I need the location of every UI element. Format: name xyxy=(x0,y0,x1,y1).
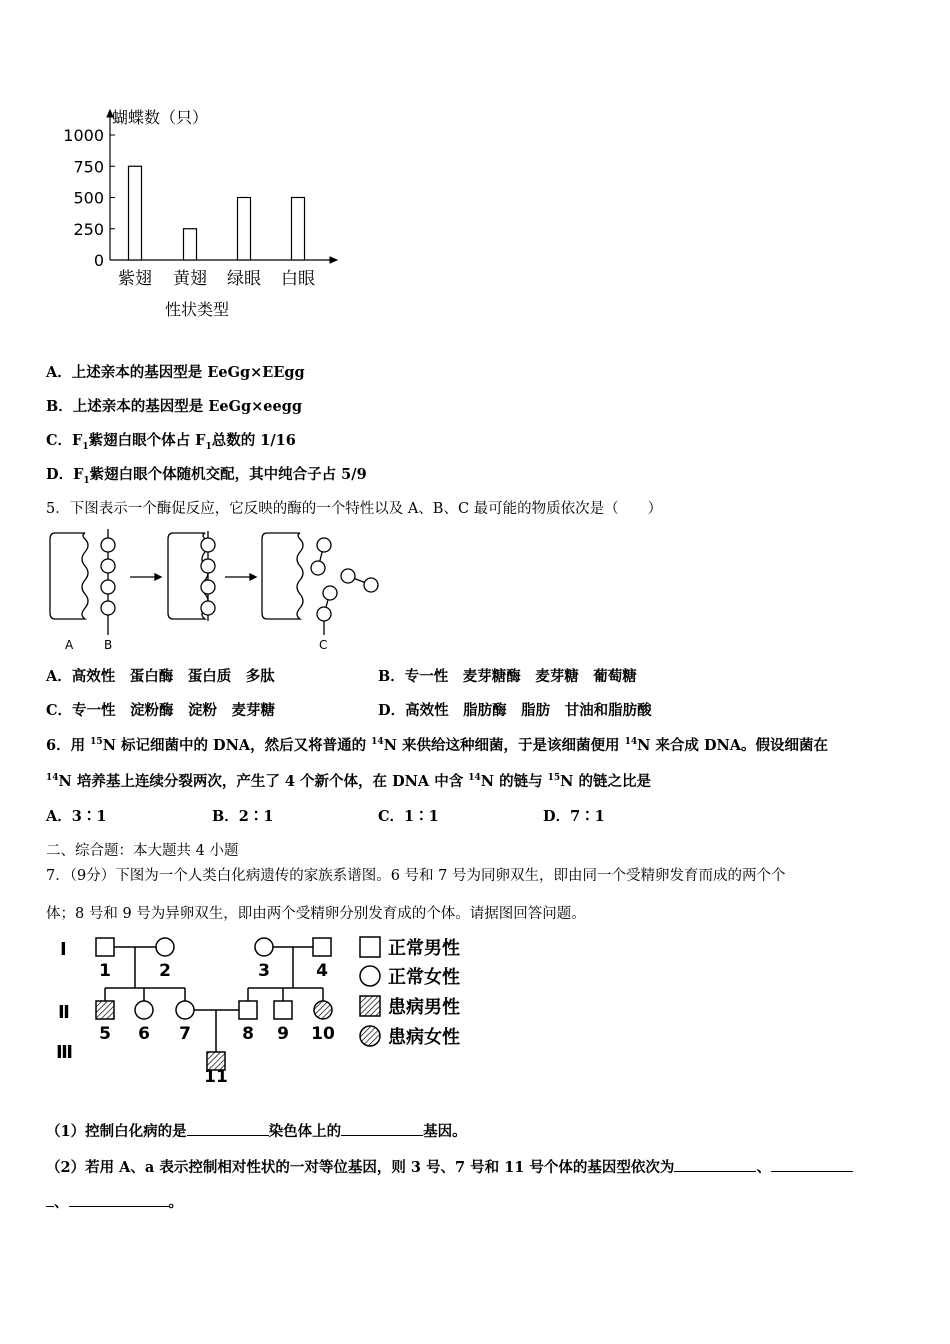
generation-label-1: Ⅰ xyxy=(60,939,67,960)
individual-8 xyxy=(239,1001,257,1019)
enzyme-released xyxy=(262,533,303,619)
y-tick-label-2: 500 xyxy=(73,188,104,208)
bar-1 xyxy=(184,229,197,260)
q5-stem: 5．下图表示一个酶促反应，它反映的酶的一个特性以及 A、B、C 最可能的物质依次是（ ） xyxy=(46,501,663,517)
number-5: 5 xyxy=(99,1024,111,1044)
bar-3 xyxy=(292,198,305,261)
q4-option-b: B．上述亲本的基因型是 EeGg×eegg xyxy=(46,398,302,415)
legend-affected-male-icon xyxy=(360,996,380,1016)
individual-6 xyxy=(135,1001,153,1019)
y-tick-label-0: 0 xyxy=(93,251,104,270)
legend-normal-male-icon xyxy=(360,937,380,957)
legend-normal-female: 正常女性 xyxy=(388,967,460,988)
q6-option-b: B．2∶1 xyxy=(212,808,274,825)
q7-stem-line1: 7．（9分）下图为一个人类白化病遗传的家族系谱图。6 号和 7 号为同卵双生，即由同一个受精卵发育而成的两个个 xyxy=(46,868,786,884)
q4-option-d: D．$F_1$紫翅白眼个体随机交配，其中纯合子占 5/9 xyxy=(46,466,367,486)
label-b: B xyxy=(104,638,113,652)
x-axis-arrow xyxy=(330,257,337,263)
answer-blank-2[interactable] xyxy=(341,1121,423,1136)
number-7: 7 xyxy=(179,1024,191,1044)
answer-blank-1[interactable] xyxy=(187,1121,269,1136)
q6-stem-line1: 6．用 $^{15}$N 标记细菌中的 DNA，然后又将普通的 $^{14}$N 来供给这种细菌，于是该细菌便用 $^{14}$N 来合成 DNA。假设细菌在 xyxy=(46,737,829,754)
bar-0 xyxy=(129,166,142,260)
q6-option-d: D．7∶1 xyxy=(543,808,605,825)
legend-normal-female-icon xyxy=(360,966,380,986)
category-label-1: 黄翅 xyxy=(173,269,207,289)
category-label-0: 紫翅 xyxy=(118,269,152,289)
q5-option-a: A．高效性 蛋白酶 蛋白质 多肽 xyxy=(46,668,275,685)
q6-option-c: C．1∶1 xyxy=(378,808,439,825)
butterfly-bar-chart xyxy=(50,100,350,330)
individual-5 xyxy=(96,1001,114,1019)
y-tick-label-4: 1000 xyxy=(63,126,104,145)
category-label-2: 绿眼 xyxy=(227,269,261,289)
label-a: A xyxy=(65,638,74,652)
number-11: 11 xyxy=(204,1067,228,1087)
section-2-heading: 二、综合题：本大题共 4 小题 xyxy=(46,843,239,859)
answer-blank-5[interactable] xyxy=(46,1192,54,1207)
individual-4 xyxy=(313,938,331,956)
number-6: 6 xyxy=(138,1024,150,1044)
q7-stem-line2: 体；8 号和 9 号为异卵双生，即由两个受精卵分别发育成的个体。请据图回答问题。 xyxy=(46,906,586,922)
y-tick-label-3: 750 xyxy=(73,157,104,177)
individual-1 xyxy=(96,938,114,956)
q4-option-a: A．上述亲本的基因型是 EeGg×EEgg xyxy=(46,364,305,381)
number-4: 4 xyxy=(316,961,328,981)
legend-affected-female-icon xyxy=(360,1026,380,1046)
bar-2 xyxy=(238,198,251,261)
legend-normal-male: 正常男性 xyxy=(388,938,460,959)
q7-sub2-line1: （2）若用 A、a 表示控制相对性状的一对等位基因，则 3 号、7 号和 11 号个体的基因型依次为 、 xyxy=(46,1156,853,1177)
number-3: 3 xyxy=(258,961,270,981)
y-tick-label-1: 250 xyxy=(73,219,104,239)
legend-affected-male: 患病男性 xyxy=(388,997,460,1018)
legend-affected-female: 患病女性 xyxy=(388,1027,460,1048)
q5-option-d: D．高效性 脂肪酶 脂肪 甘油和脂肪酸 xyxy=(378,702,652,719)
q6-option-a: A．3∶1 xyxy=(46,808,107,825)
answer-blank-4[interactable] xyxy=(771,1157,853,1172)
chart-ylabel: 蝴蝶数（只） xyxy=(112,108,209,127)
number-9: 9 xyxy=(277,1024,289,1044)
chart-xlabel: 性状类型 xyxy=(165,300,230,319)
enzyme-a xyxy=(50,533,88,619)
answer-blank-6[interactable] xyxy=(69,1192,169,1207)
enzyme-reaction-diagram xyxy=(45,525,390,655)
q7-sub1: （1）控制白化病的是 染色体上的 基因。 xyxy=(46,1123,467,1140)
category-label-3: 白眼 xyxy=(281,269,315,289)
q4-option-c: C．$F_1$紫翅白眼个体占 $F_1$总数的 1/16 xyxy=(46,432,296,452)
individual-10 xyxy=(314,1001,332,1019)
number-2: 2 xyxy=(159,961,171,981)
q5-option-c: C．专一性 淀粉酶 淀粉 麦芽糖 xyxy=(46,702,276,719)
number-10: 10 xyxy=(311,1024,335,1044)
individual-3 xyxy=(255,938,273,956)
number-1: 1 xyxy=(99,961,111,981)
answer-blank-3[interactable] xyxy=(674,1157,756,1172)
q6-stem-line2: $^{14}$N 培养基上连续分裂两次，产生了 4 个新个体，在 DNA 中含 $^{14}$N 的链与 $^{15}$N 的链之比是 xyxy=(46,773,651,790)
individual-7 xyxy=(176,1001,194,1019)
individual-2 xyxy=(156,938,174,956)
individual-9 xyxy=(274,1001,292,1019)
generation-label-2: Ⅱ xyxy=(58,1002,70,1023)
q7-sub2-line2: 、 。 xyxy=(46,1191,183,1212)
label-c: C xyxy=(319,638,328,652)
generation-label-3: Ⅲ xyxy=(56,1042,74,1063)
number-8: 8 xyxy=(242,1024,254,1044)
q5-option-b: B．专一性 麦芽糖酶 麦芽糖 葡萄糖 xyxy=(378,668,637,685)
pedigree-chart xyxy=(50,928,480,1088)
